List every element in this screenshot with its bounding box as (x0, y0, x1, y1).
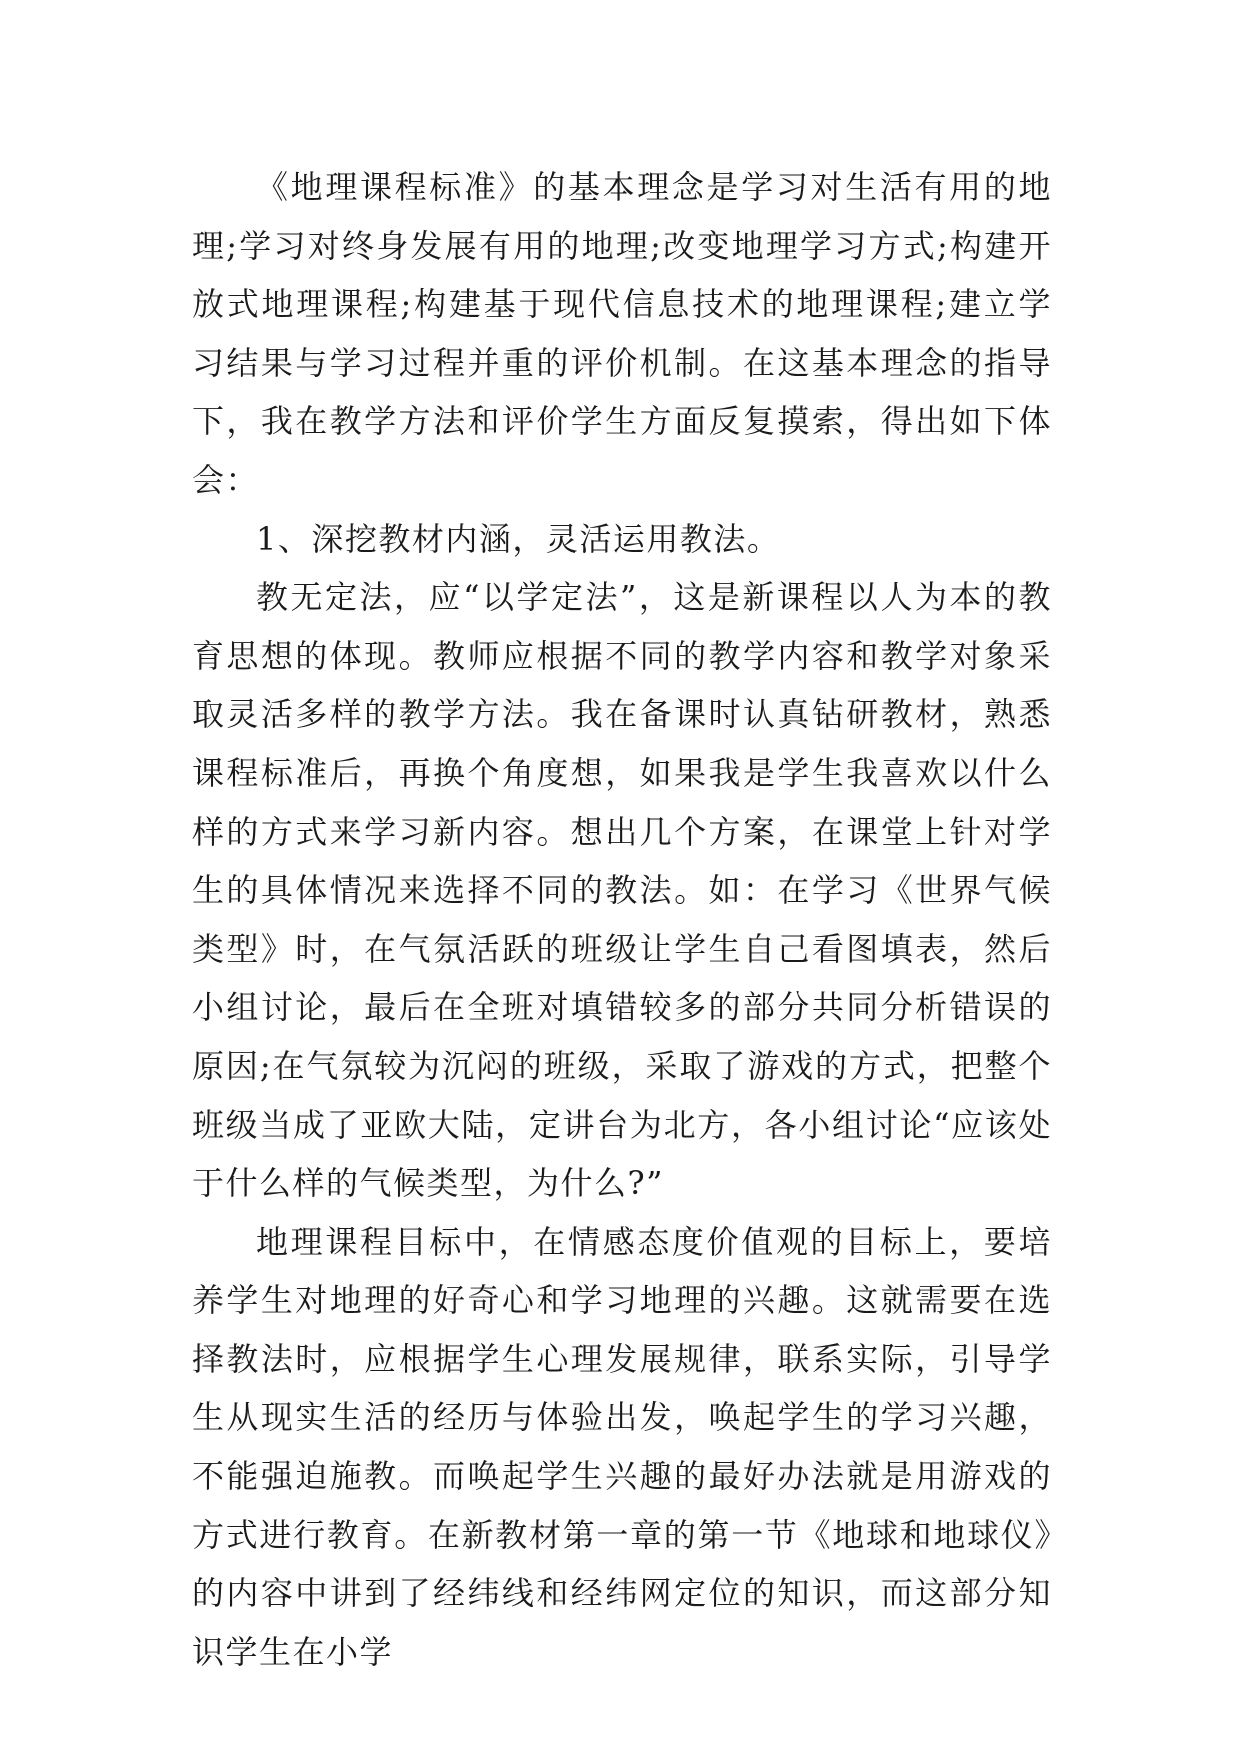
paragraph-curriculum-goals: 地理课程目标中，在情感态度价值观的目标上，要培养学生对地理的好奇心和学习地理的兴趣。这就需要在选择教法时，应根据学生心理发展规律，联系实际，引导学生从现实生活的经历与体验出发，唤起学生的学习兴趣，不能强迫施教。而唤起学生兴趣的最好办法就是用游戏的方式进行教育。在新教材第一章的第一节《地球和地球仪》的内容中讲到了经纬线和经纬网定位的知识，而这部分知识学生在小学 (192, 1222, 1052, 1671)
document-body (192, 158, 1052, 1681)
paragraph-intro: 《地理课程标准》的基本理念是学习对生活有用的地理;学习对终身发展有用的地理;改变地理学习方式;构建开放式地理课程;构建基于现代信息技术的地理课程;建立学习结果与学习过程并重的评价机制。在这基本理念的指导下，我在教学方法和评价学生方面反复摸索，得出如下体会： (192, 168, 1052, 499)
paragraph-heading-1: 1、深挖教材内涵，灵活运用教法。 (256, 519, 781, 558)
paragraph-teaching-method: 教无定法，应“以学定法”，这是新课程以人为本的教育思想的体现。教师应根据不同的教学内容和教学对象采取灵活多样的教学方法。我在备课时认真钻研教材，熟悉课程标准后，再换个角度想，如果我是学生我喜欢以什么样的方式来学习新内容。想出几个方案，在课堂上针对学生的具体情况来选择不同的教法。如：在学习《世界气候类型》时，在气氛活跃的班级让学生自己看图填表，然后小组讨论，最后在全班对填错较多的部分共同分析错误的原因;在气氛较为沉闷的班级，采取了游戏的方式，把整个班级当成了亚欧大陆，定讲台为北方，各小组讨论“应该处于什么样的气候类型，为什么?” (192, 578, 1052, 1203)
